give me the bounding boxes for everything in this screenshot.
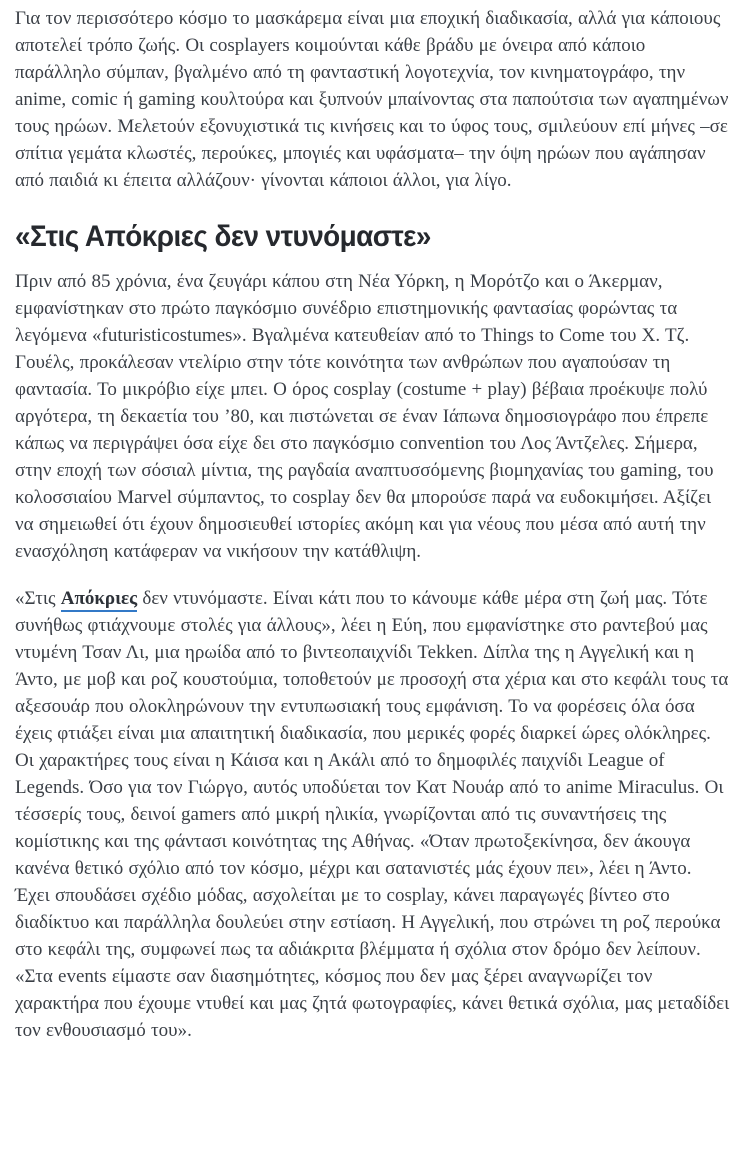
quotes-text-before-link: «Στις: [15, 588, 61, 609]
section-heading: «Στις Απόκριες δεν ντυνόμαστε»: [15, 220, 431, 253]
history-paragraph: Πριν από 85 χρόνια, ένα ζευγάρι κάπου στη Νέα Υόρκη, η Μορότζο και ο Άκερμαν, εμφανίστηκαν στο πρώτο παγκόσμιο συνέδριο επιστημονικής φαντασίας φορώντας τα λεγόμενα «futuristicostumes». Βγαλμένα κατευθείαν από το Things to Come του Χ. Τζ. Γουέλς, προκάλεσαν ντελίριο στην τότε κοινότητα των ανθρώπων που αγαπούσαν τη φαντασία. Το μικρόβιο είχε μπει. Ο όρος cosplay (costume + play) βέβαια προέκυψε πολύ αργότερα, τη δεκαετία του ’80, και πιστώνεται σε έναν Ιάπωνα δημοσιογράφο που έπρεπε κάπως να περιγράψει όσα είχε δει στο παγκόσμιο convention του Λος Άντζελες. Σήμερα, στην εποχή των σόσιαλ μίντια, της ραγδαία αναπτυσσόμενης βιομηχανίας του gaming, του κολοσσιαίου Marvel σύμπαντος, το cosplay δεν θα μπορούσε παρά να ευδοκιμήσει. Αξίζει να σημειωθεί ότι έχουν δημοσιευθεί ιστορίες ακόμη και για νέους που μέσα από αυτή την ενασχόληση κατάφεραν να νικήσουν την κατάθλιψη.: [15, 271, 714, 562]
apokries-link[interactable]: Απόκριες: [61, 588, 137, 612]
quotes-text-after-link: δεν ντυνόμαστε. Είναι κάτι που το κάνουμε κάθε μέρα στη ζωή μας. Τότε συνήθως φτιάχνουμε στολές για άλλους», λέει η Εύη, που εμφανίστηκε στο ραντεβού μας ντυμένη Τσαν Λι, μια ηρωίδα από το βιντεοπαιχνίδι Tekken. Δίπλα της η Αγγελική και η Άντο, με μοβ και ροζ κουστούμια, τοποθετούν με προσοχή στα χέρια και στο κεφάλι τους τα αξεσουάρ που ολοκληρώνουν την εντυπωσιακή τους εμφάνιση. Το να φορέσεις όλα όσα έχεις φτιάξει είναι μια απαιτητική διαδικασία, που μερικές φορές διαρκεί ώρες ολόκληρες. Οι χαρακτήρες τους είναι η Κάισα και η Ακάλι από το δημοφιλές παιχνίδι League of Legends. Όσο για τον Γιώργο, αυτός υποδύεται τον Κατ Νουάρ από το anime Miraculus. Οι τέσσερίς τους, δεινοί gamers από μικρή ηλικία, γνωρίζονται από τις συναντήσεις της κομίστικης και της φάντασι κοινότητας της Αθήνας. «Όταν πρωτοξεκίνησα, δεν άκουγα κανένα θετικό σχόλιο από τον κόσμο, μέχρι και σατανιστές μάς έχουν πει», λέει η Άντο. Έχει σπουδάσει σχέδιο μόδας, ασχολείται με το cosplay, κάνει παραγωγές βίντεο στο διαδίκτυο και παράλληλα δουλεύει στην εστίαση. Η Αγγελική, που στρώνει τη ροζ περούκα στο κεφάλι της, συμφωνεί πως τα αδιάκριτα βλέμματα ή σχόλια στον δρόμο δεν λείπουν. «Στα events είμαστε σαν διασημότητες, κόσμος που δεν μας ξέρει αναγνωρίζει τον χαρακτήρα που έχουμε ντυθεί και μας ζητά φωτογραφίες, κάνει θετικά σχόλια, μας μεταδίδει τον ενθουσιασμό του».: [15, 588, 730, 1041]
quotes-paragraph: [15, 585, 730, 1044]
intro-paragraph: Για τον περισσότερο κόσμο το μασκάρεμα είναι μια εποχική διαδικασία, αλλά για κάποιους αποτελεί τρόπο ζωής. Οι cosplayers κοιμούνται κάθε βράδυ με όνειρα από κάποιο παράλληλο σύμπαν, βγαλμένο από τη φανταστική λογοτεχνία, τον κινηματογράφο, την anime, comic ή gaming κουλτούρα και ξυπνούν μπαίνοντας στα παπούτσια των αγαπημένων τους ηρώων. Μελετούν εξονυχιστικά τις κινήσεις και το ύφος τους, σμιλεύουν επί μήνες –σε σπίτια γεμάτα κλωστές, περούκες, μπογιές και υφάσματα– την όψη ηρώων που αγάπησαν από παιδιά κι έπειτα αλλάζουν· γίνονται κάποιοι άλλοι, για λίγο.: [15, 8, 729, 191]
article-body: [15, 5, 730, 1044]
